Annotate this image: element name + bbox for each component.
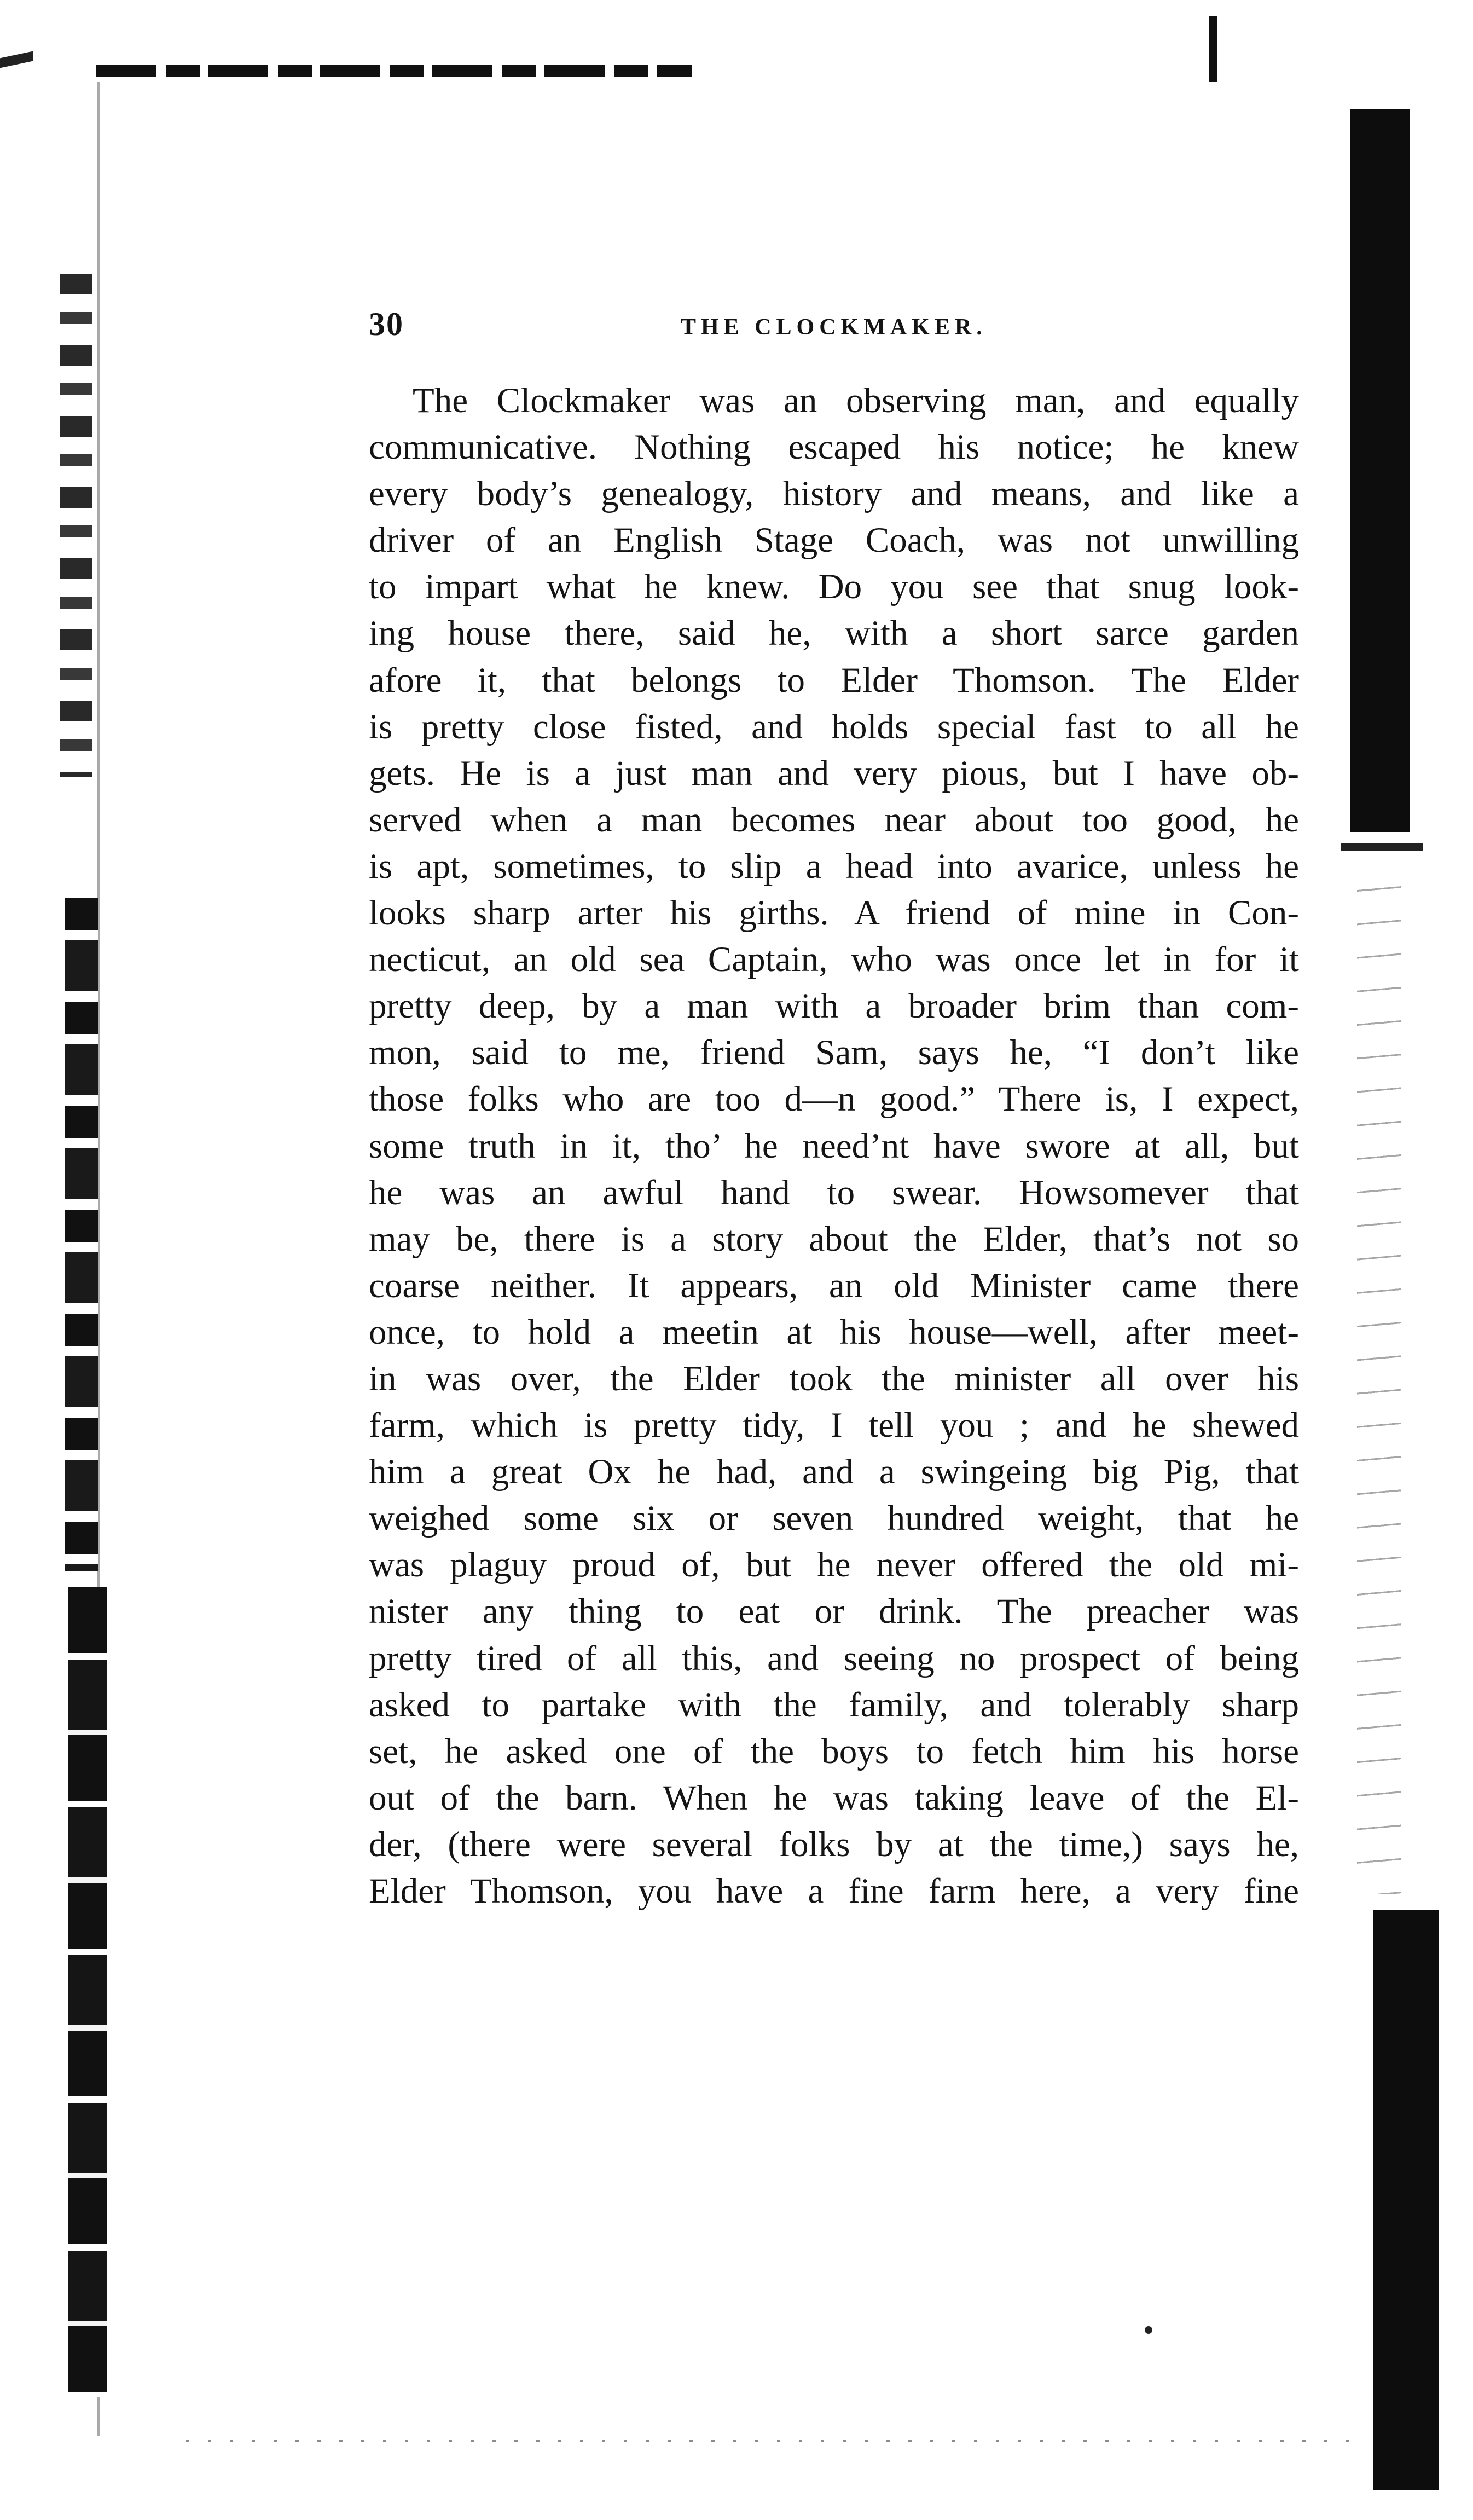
text-line: communicative. Nothing escaped his notice; he knew	[369, 427, 1299, 467]
text-line: The Clockmaker was an observing man, and equally	[413, 381, 1299, 420]
text-line: was plaguy proud of, but he never offered the old mi-	[369, 1545, 1299, 1585]
scan-left-strip-upper	[60, 274, 92, 777]
text-line: weighed some six or seven hundred weight, that he	[369, 1499, 1299, 1539]
text-line: some truth in it, tho’ he need’nt have swore at all, but	[369, 1126, 1299, 1166]
page-header	[369, 300, 1299, 360]
text-line: set, he asked one of the boys to fetch him his horse	[369, 1731, 1299, 1771]
text-line: served when a man becomes near about too good, he	[369, 800, 1299, 840]
scan-bottom-dots	[186, 2440, 1362, 2442]
text-line: der, (there were several folks by at the time,) says he,	[369, 1824, 1299, 1864]
text-line: ing house there, said he, with a short sarce garden	[369, 614, 1299, 654]
text-line: nister any thing to eat or drink. The preacher was	[369, 1592, 1299, 1632]
text-line: in was over, the Elder took the minister all over his	[369, 1359, 1299, 1398]
text-line: out of the barn. When he was taking leave of the El-	[369, 1778, 1299, 1818]
text-line: may be, there is a story about the Elder, that’s not so	[369, 1219, 1299, 1259]
page-number: 30	[369, 306, 404, 342]
text-line: those folks who are too d—n good.” There is, I expect,	[369, 1079, 1299, 1119]
text-line: mon, said to me, friend Sam, says he, “I don’t like	[369, 1033, 1299, 1073]
scan-right-strip-lower	[1373, 1910, 1439, 2490]
text-line: pretty tired of all this, and seeing no prospect of being	[369, 1638, 1299, 1678]
text-line: Elder Thomson, you have a fine farm here, a very fine	[369, 1871, 1299, 1911]
text-line: necticut, an old sea Captain, who was once let in for it	[369, 940, 1299, 980]
scan-bottom-mark	[1145, 2326, 1152, 2334]
running-title: THE CLOCKMAKER.	[681, 315, 987, 340]
text-line: him a great Ox he had, and a swingeing big Pig, that	[369, 1452, 1299, 1492]
scan-right-strip-upper	[1350, 109, 1410, 832]
text-line: coarse neither. It appears, an old Minister came there	[369, 1265, 1299, 1305]
text-line: driver of an English Stage Coach, was not unwilling	[369, 521, 1299, 560]
text-line: farm, which is pretty tidy, I tell you ; and he shewed	[369, 1406, 1299, 1446]
text-line: to impart what he knew. Do you see that snug look-	[369, 567, 1299, 607]
text-line: afore it, that belongs to Elder Thomson. The Elder	[369, 660, 1299, 700]
scan-top-edge	[96, 65, 692, 77]
text-line: once, to hold a meetin at his house—well, after meet-	[369, 1312, 1299, 1352]
text-line: pretty deep, by a man with a broader brim than com-	[369, 986, 1299, 1026]
text-line: he was an awful hand to swear. Howsomever that	[369, 1172, 1299, 1212]
scan-corner-mark	[0, 51, 33, 68]
scan-top-right-mark	[1209, 16, 1217, 82]
body-text	[369, 378, 1299, 1915]
text-line: looks sharp arter his girths. A friend of mine in Con-	[369, 893, 1299, 933]
scan-left-strip-middle	[65, 898, 98, 1571]
text-line: every body’s genealogy, history and means, and like a	[369, 474, 1299, 514]
scan-right-speckle	[1357, 876, 1401, 1894]
text-line: is pretty close fisted, and holds special fast to all he	[369, 707, 1299, 747]
text-line: is apt, sometimes, to slip a head into avarice, unless he	[369, 846, 1299, 886]
scan-right-notch	[1341, 843, 1423, 851]
text-line: asked to partake with the family, and tolerably sharp	[369, 1685, 1299, 1725]
scan-left-strip-lower	[68, 1587, 107, 2397]
text-line: gets. He is a just man and very pious, but I have ob-	[369, 753, 1299, 793]
